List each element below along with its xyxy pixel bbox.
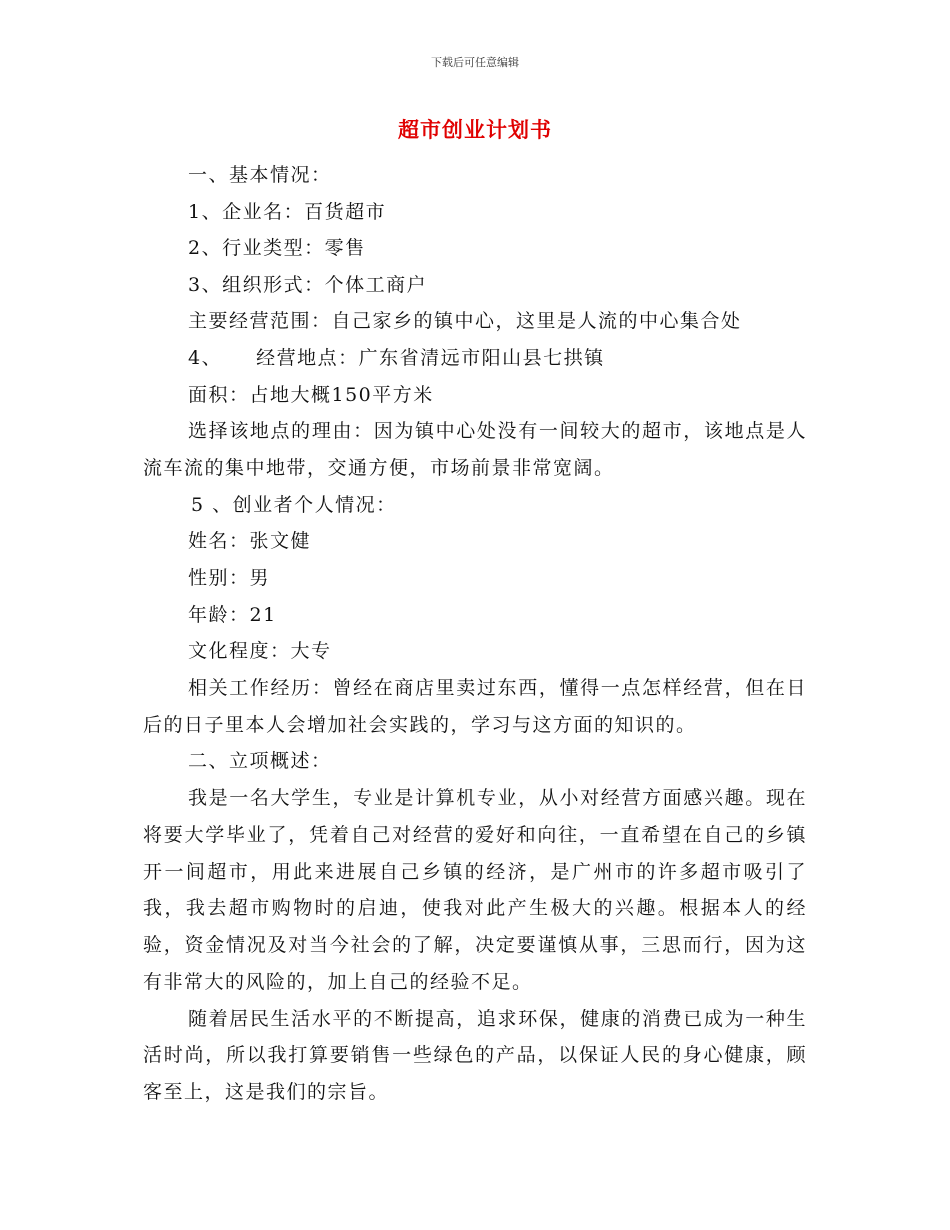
industry-type-line: 2、行业类型：零售 — [188, 237, 366, 260]
business-scope-line: 主要经营范围：自己家乡的镇中心，这里是人流的中心集合处 — [188, 310, 742, 333]
location-number: 4、 — [188, 346, 223, 369]
document-title: 超市创业计划书 — [398, 118, 552, 142]
overview-paragraph-1: 我是一名大学生，专业是计算机专业，从小对经营方面感兴趣。现在将要大学毕业了，凭着自己对经营的爱好和向往，一直希望在自己的乡镇开一间超市，用此来进展自己乡镇的经济，是广州市的许多超市吸引了我，我去超市购物时的启迪，使我对此产生极大的兴趣。根据本人的经验，资金情况及对当今社会的了解，决定要谨慎从事，三思而行，因为这有非常大的风险的，加上自己的经验不足。 — [143, 786, 807, 993]
founder-gender-line: 性别：男 — [188, 566, 271, 589]
overview-paragraph-2: 随着居民生活水平的不断提高，追求环保，健康的消费已成为一种生活时尚，所以我打算要销售一些绿色的产品，以保证人民的身心健康，顾客至上，这是我们的宗旨。 — [143, 1007, 807, 1104]
founder-education-line: 文化程度：大专 — [188, 640, 332, 663]
location-text: 经营地点：广东省清远市阳山县七拱镇 — [256, 346, 605, 369]
business-location-line — [143, 340, 807, 377]
header-note: 下载后可任意编辑 — [431, 56, 519, 69]
work-experience-paragraph: 相关工作经历：曾经在商店里卖过东西，懂得一点怎样经营，但在日后的日子里本人会增加社会实践的，学习与这方面的知识的。 — [143, 676, 807, 736]
location-reason-paragraph: 选择该地点的理由：因为镇中心处没有一间较大的超市，该地点是人流车流的集中地带，交通方便，市场前景非常宽阔。 — [143, 420, 807, 479]
area-line: 面积：占地大概150平方米 — [188, 383, 434, 406]
founder-info-heading: 5 、创业者个人情况： — [191, 493, 397, 516]
basic-info-heading: 一、基本情况： — [188, 164, 332, 186]
founder-name-line: 姓名：张文健 — [188, 530, 312, 553]
organization-form-line: 3、组织形式：个体工商户 — [188, 273, 428, 296]
project-overview-heading: 二、立项概述： — [188, 750, 332, 773]
founder-age-line: 年龄：21 — [188, 603, 277, 626]
company-name-line: 1、企业名：百货超市 — [188, 200, 387, 223]
document-body — [143, 157, 807, 1111]
